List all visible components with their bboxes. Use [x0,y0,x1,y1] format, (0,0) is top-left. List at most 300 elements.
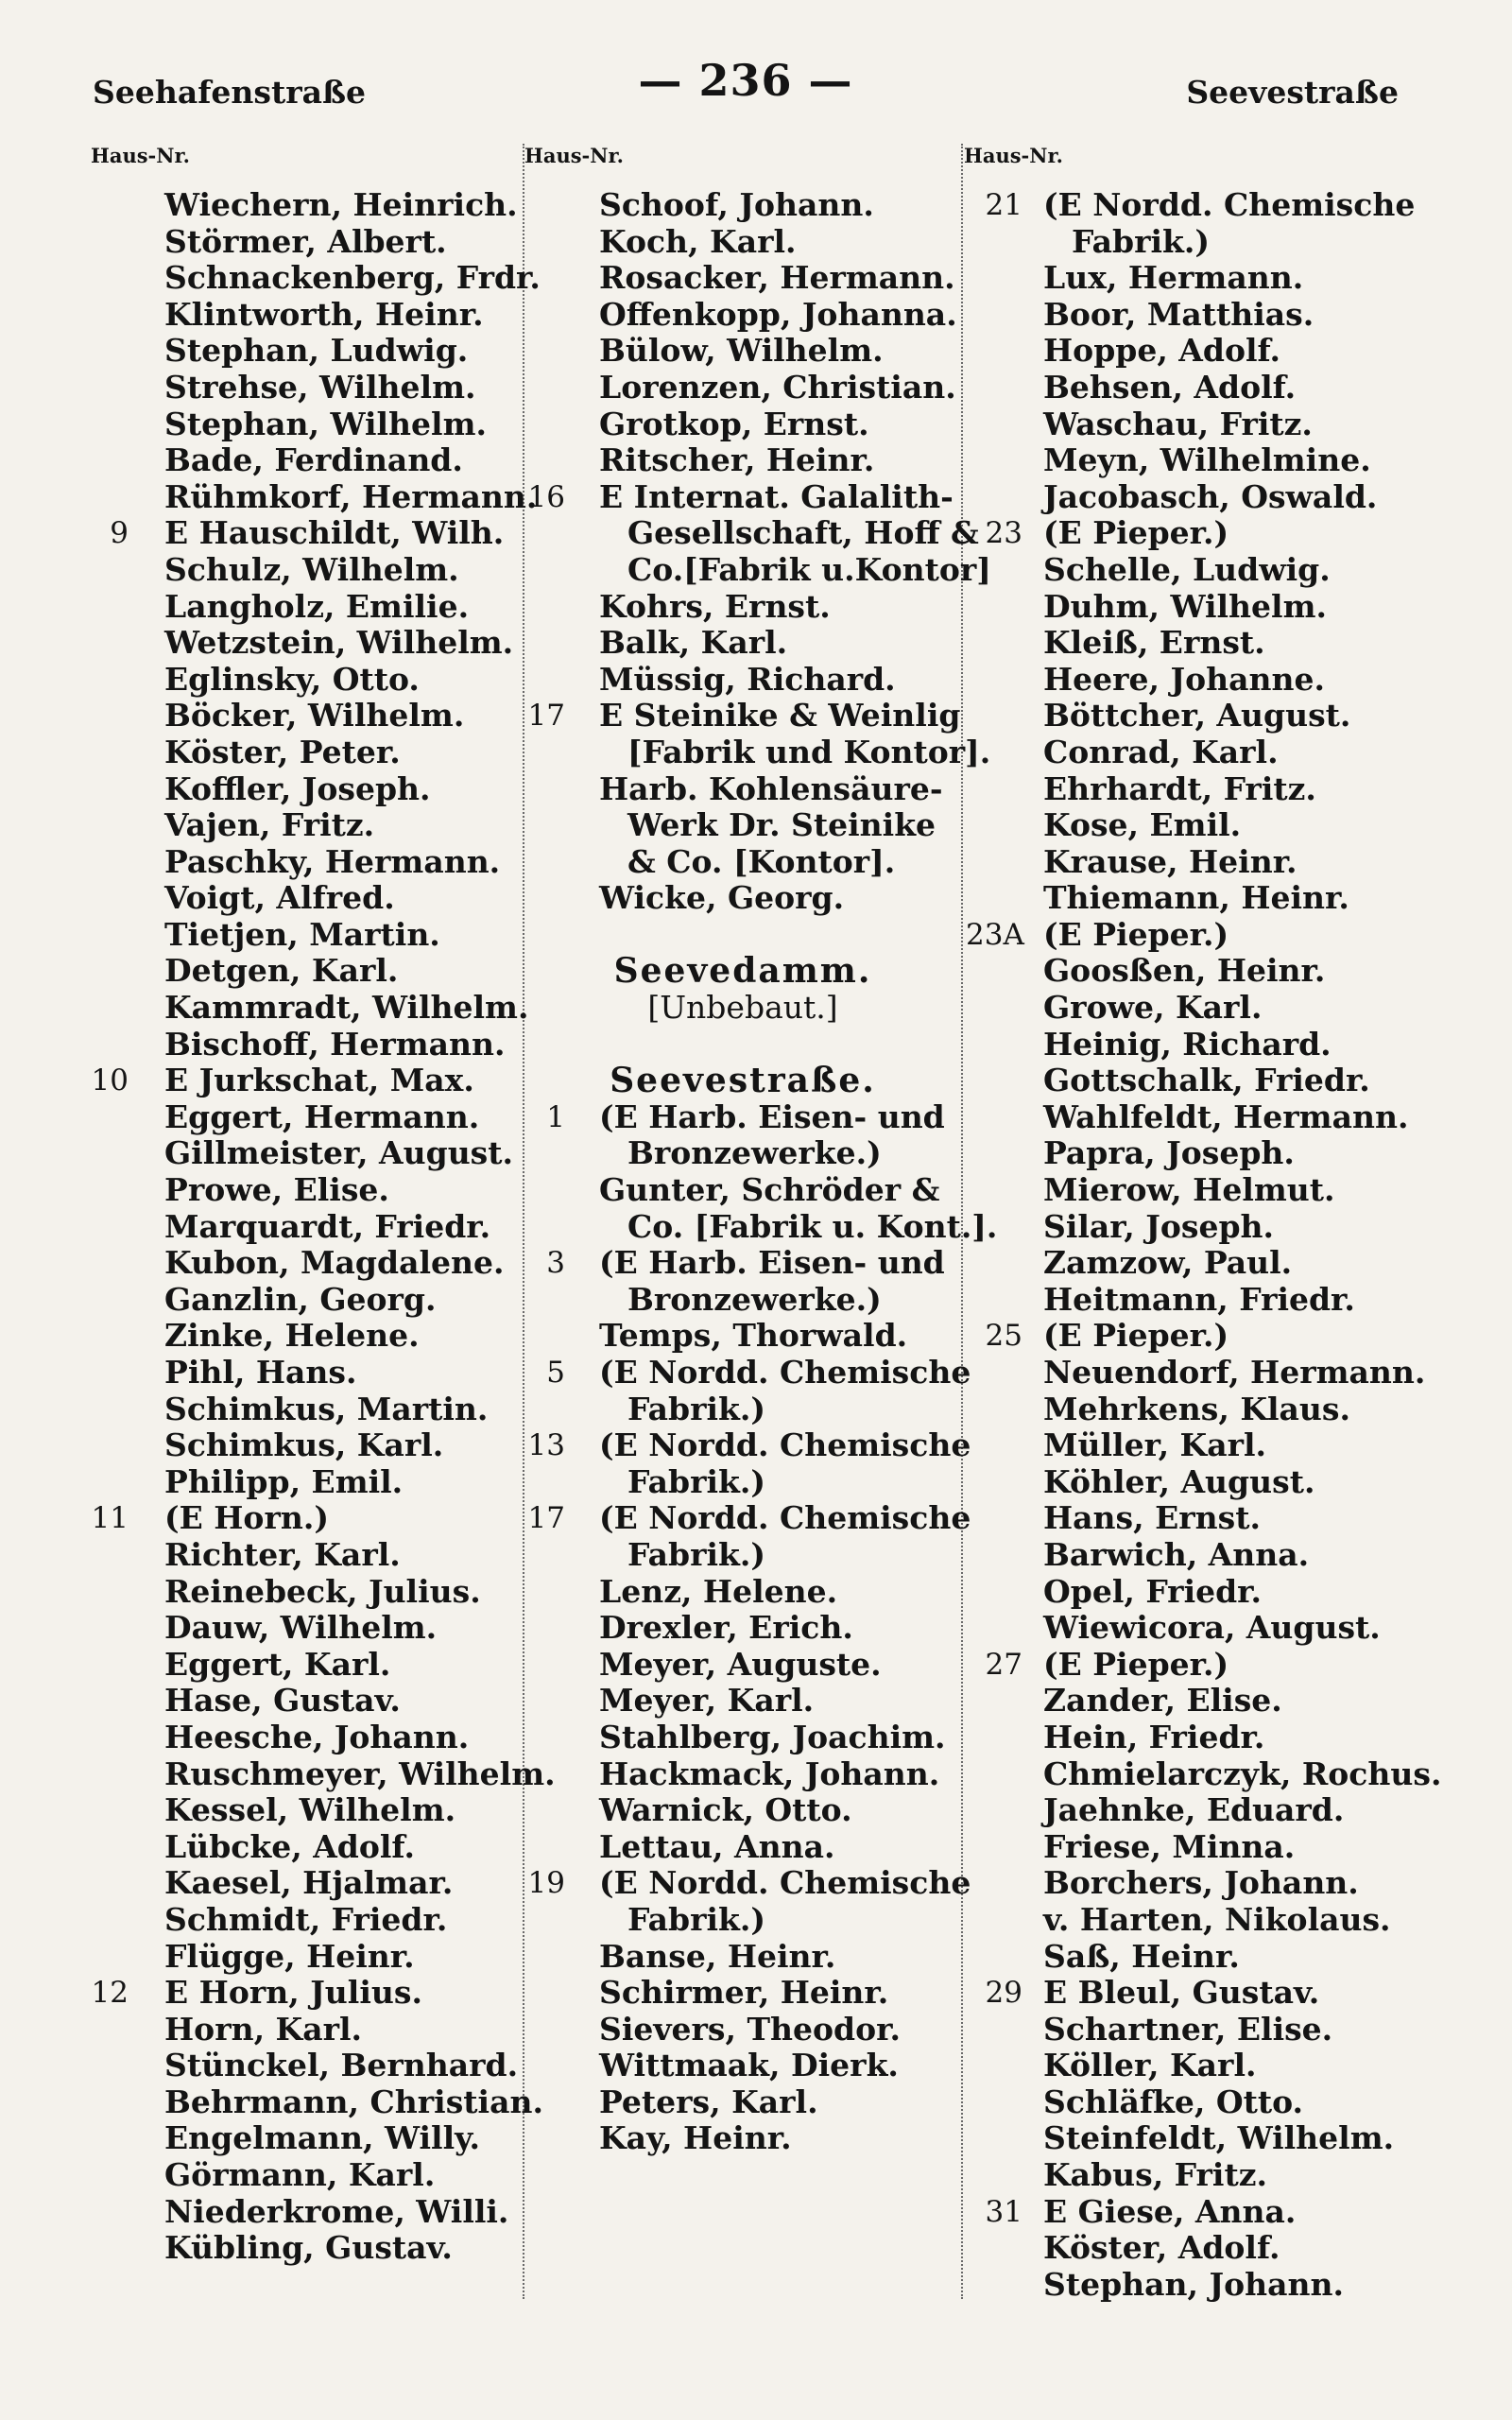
house-number: 13 [527,1428,565,1463]
listing-row [966,880,1410,917]
resident-entry: Wiewicora, August. [1043,1609,1381,1647]
listing-row [966,1427,1410,1464]
listing-row [91,662,521,699]
resident-entry: (E Pieper.) [1043,1317,1229,1355]
resident-entry: Marquardt, Friedr. [164,1207,491,1245]
listing-row [966,917,1410,954]
resident-entry: Köster, Peter. [164,733,401,770]
resident-entry: Behsen, Adolf. [1043,368,1297,406]
listing-row [91,1792,521,1829]
house-number: 11 [91,1501,129,1536]
listing-row [966,1354,1426,1392]
resident-entry: Lübcke, Adolf. [164,1827,415,1865]
resident-entry: Meyn, Wilhelmine. [1043,441,1371,479]
listing-row [966,771,1410,808]
listing-row [91,1574,521,1611]
house-number: 1 [546,1099,565,1134]
column-divider [523,144,524,2299]
resident-entry: Schoof, Johann. [599,186,874,223]
house-number: 31 [985,2194,1022,2229]
resident-entry: (E Nordd. Chemische [599,1354,971,1391]
resident-entry: (E Horn.) [164,1499,329,1537]
resident-entry: Wahlfeldt, Hermann. [1043,1098,1409,1135]
listing-row [91,442,521,479]
listing-row [91,477,538,516]
resident-entry: Schirmer, Heinr. [599,1974,889,2012]
listing-row [91,2194,521,2231]
listing-row [966,1099,1410,1136]
resident-entry: Lorenzen, Christian. [599,368,956,406]
resident-entry: Wittmaak, Dierk. [599,2047,899,2084]
resident-entry: Zamzow, Paul. [1043,1244,1293,1282]
listing-row [966,1574,1410,1611]
listing-row [91,1537,521,1574]
resident-entry: Stahlberg, Joachim. [599,1718,946,1755]
resident-entry: Paschky, Hermann. [164,842,501,880]
resident-entry: Schartner, Elise. [1043,2010,1333,2048]
listing-row [91,1172,521,1209]
listing-row [966,442,1410,479]
listing-row [966,1902,1410,1939]
house-number: 12 [91,1976,129,2011]
resident-entry: Görmann, Karl. [164,2156,436,2194]
listing-row [966,515,1410,552]
resident-entry: Detgen, Karl. [164,952,399,990]
listing-row [966,1720,1410,1756]
listing-row [91,1099,521,1136]
listing-row [966,1610,1410,1647]
resident-entry: Stephan, Johann. [1043,2265,1344,2303]
listing-row [91,1245,521,1282]
house-number: 10 [91,1063,129,1098]
listing-row [527,1756,958,1793]
listing-row [966,1464,1410,1501]
listing-row [966,2048,1410,2084]
listing-row [966,260,1410,297]
listing-row [966,1063,1410,1099]
listing-row [527,1172,958,1209]
resident-entry: Zander, Elise. [1043,1682,1282,1720]
listing-row [966,1318,1410,1355]
resident-entry: Dauw, Wilhelm. [164,1609,438,1647]
resident-entry: Prowe, Elise. [164,1171,389,1209]
listing-row [527,1829,958,1866]
resident-entry: E Jurkschat, Max. [164,1062,474,1099]
listing-row [966,333,1410,370]
header-right-street: Seevestraße [1186,74,1399,111]
listing-row [527,807,958,844]
listing-row [91,844,521,881]
listing-row [966,698,1410,735]
listing-row [527,771,958,808]
listing-row [91,1720,521,1756]
resident-entry: Kessel, Wilhelm. [164,1791,456,1829]
resident-entry: Köhler, August. [1043,1462,1315,1500]
resident-entry: Growe, Karl. [1043,989,1263,1027]
resident-entry: Köller, Karl. [1043,2047,1257,2084]
listing-row [527,1245,958,1282]
resident-entry: Lenz, Helene. [599,1572,838,1610]
resident-entry: Philipp, Emil. [164,1462,404,1500]
listing-row [966,2157,1410,2194]
resident-entry: Ganzlin, Georg. [164,1280,437,1318]
resident-entry: (E Nordd. Chemische [599,1499,971,1537]
resident-entry: Conrad, Karl. [1043,733,1279,770]
resident-entry: Horn, Karl. [164,2010,363,2048]
resident-entry: Rühmkorf, Hermann. [164,477,538,515]
resident-entry: Eggert, Hermann. [164,1098,480,1135]
listing-row [966,2267,1410,2304]
house-number: 25 [985,1319,1022,1354]
resident-entry: Peters, Karl. [599,2083,818,2120]
listing-row [91,1209,521,1246]
page-number: — 236 — [638,55,853,106]
listing-row [527,1318,958,1355]
listing-row [527,1135,958,1172]
resident-entry: Kose, Emil. [1043,806,1242,844]
resident-entry: Heesche, Johann. [164,1718,470,1755]
resident-entry: Drexler, Erich. [599,1609,853,1647]
resident-entry: Behrmann, Christian. [164,2083,543,2120]
resident-entry: Balk, Karl. [599,624,788,662]
listing-row [527,1864,971,1902]
resident-entry: Heinig, Richard. [1043,1025,1332,1063]
resident-entry: Hans, Ernst. [1043,1499,1261,1537]
listing-row [527,297,958,334]
house-number: 27 [985,1647,1022,1682]
listing-row [527,2012,958,2048]
resident-entry: Mierow, Helmut. [1043,1171,1335,1209]
listing-row [527,1354,971,1392]
resident-entry: Voigt, Alfred. [164,879,395,917]
listing-row [91,2120,521,2157]
listing-row [527,2048,958,2084]
listing-row [527,187,958,224]
resident-entry: Heere, Johanne. [1043,660,1325,698]
listing-row [966,1647,1410,1684]
resident-entry: Fabrik.) [627,1900,765,1938]
listing-row [91,370,521,406]
listing-row [966,1245,1410,1282]
listing-row [91,1829,521,1866]
listing-row [91,406,521,443]
listing-row [966,1172,1410,1209]
resident-entry: E Bleul, Gustav. [1043,1974,1320,2012]
resident-entry: Reinebeck, Julius. [164,1572,481,1610]
listing-row [966,1975,1410,2012]
listing-row [527,1792,958,1829]
listing-row [527,1574,958,1611]
listing-row [966,1537,1410,1574]
listing-row [527,1683,958,1720]
listing-row [91,1939,521,1976]
resident-entry: Saß, Heinr. [1043,1937,1240,1975]
listing-row [966,2012,1410,2048]
listing-row [966,990,1410,1027]
column-label-2: Haus-Nr. [524,144,624,167]
resident-entry: & Co. [Kontor]. [627,842,896,880]
resident-entry: Waschau, Fritz. [1043,405,1313,442]
address-column-3 [966,186,1442,2303]
listing-row [91,2230,521,2267]
resident-entry: E Giese, Anna. [1043,2192,1297,2230]
house-number: 19 [527,1866,565,1901]
resident-entry: Schläfke, Otto. [1043,2083,1304,2120]
resident-entry: Fabrik.) [627,1535,765,1573]
listing-row [527,333,958,370]
resident-entry: (E Pieper.) [1043,514,1229,552]
resident-entry: Pihl, Hans. [164,1354,357,1391]
resident-entry: Rosacker, Hermann. [599,259,955,297]
resident-entry: Gesellschaft, Hoff & [627,514,979,552]
resident-entry: Schelle, Ludwig. [1043,550,1331,588]
resident-entry: Lux, Hermann. [1043,259,1304,297]
listing-row [966,479,1410,516]
listing-row [966,662,1410,699]
listing-row [91,1063,521,1099]
resident-entry: Flügge, Heinr. [164,1937,415,1975]
listing-row [527,1975,958,2012]
resident-entry: Stephan, Wilhelm. [164,405,487,442]
resident-entry: Hackmack, Johann. [599,1754,940,1792]
listing-row [966,1282,1410,1319]
resident-entry: (E Harb. Eisen- und [599,1244,945,1282]
listing-row [966,807,1410,844]
resident-entry: Grotkop, Ernst. [599,405,869,442]
house-number: 16 [527,479,565,514]
resident-entry: (E Nordd. Chemische [1043,186,1416,223]
listing-row [527,697,961,735]
resident-entry: Silar, Joseph. [1043,1207,1275,1245]
listing-row [91,1392,521,1428]
resident-entry: Kay, Heinr. [599,2119,792,2157]
listing-row [527,442,958,479]
resident-entry: Hein, Friedr. [1043,1718,1265,1755]
resident-entry: Wetzstein, Wilhelm. [164,624,514,662]
listing-row [527,479,958,516]
listing-row [91,2012,521,2048]
resident-entry: Offenkopp, Johanna. [599,295,957,333]
resident-entry: Fabrik.) [1072,222,1210,260]
listing-row [966,1209,1410,1246]
resident-entry: Zinke, Helene. [164,1317,420,1355]
listing-row [966,1392,1410,1428]
street-heading: Seevestraße. [610,1061,876,1101]
resident-entry: Kubon, Magdalene. [164,1244,505,1282]
resident-entry: Heitmann, Friedr. [1043,1280,1355,1318]
listing-row [966,2120,1410,2157]
listing-row [91,1135,521,1172]
resident-entry: Bronzewerke.) [627,1280,882,1318]
listing-row [91,698,521,735]
resident-entry: Sievers, Theodor. [599,2010,901,2048]
resident-entry: Fabrik.) [627,1390,765,1427]
resident-entry: Stephan, Ludwig. [164,332,469,370]
listing-row [966,953,1410,990]
resident-entry: Bülow, Wilhelm. [599,332,884,370]
listing-row [527,1499,971,1537]
listing-row [966,625,1410,662]
listing-row [91,1902,521,1939]
listing-row [91,1427,521,1464]
listing-row [527,1392,958,1428]
listing-row [91,1282,521,1319]
listing-row [527,2084,958,2121]
resident-entry: Krause, Heinr. [1043,842,1297,880]
resident-entry: Meyer, Karl. [599,1682,815,1720]
listing-row [527,1939,958,1976]
resident-entry: Vajen, Fritz. [164,806,375,844]
house-number: 21 [985,188,1022,222]
resident-entry: Tietjen, Martin. [164,915,440,953]
street-note: [Unbebaut.] [647,989,838,1027]
resident-entry: Engelmann, Willy. [164,2119,480,2157]
listing-row [966,297,1410,334]
house-number: 23A [966,917,1024,952]
resident-entry: (E Nordd. Chemische [599,1864,971,1902]
resident-entry: Schimkus, Martin. [164,1390,489,1427]
resident-entry: Richter, Karl. [164,1535,401,1573]
listing-row [91,880,521,917]
listing-row [91,1464,521,1501]
listing-row [966,2230,1410,2267]
listing-row [91,2048,521,2084]
listing-row [966,1865,1410,1902]
listing-row [966,2194,1410,2231]
listing-row [527,1027,958,1063]
resident-entry: Langholz, Emilie. [164,587,470,625]
listing-row [91,771,521,808]
listing-row [91,1500,521,1537]
listing-row [966,2084,1410,2121]
listing-row [91,297,521,334]
resident-entry: Hoppe, Adolf. [1043,332,1281,370]
listing-row [91,187,521,224]
resident-entry: Kabus, Fritz. [1043,2156,1267,2194]
listing-row [91,552,521,589]
resident-entry: Schimkus, Karl. [164,1426,444,1464]
resident-entry: Strehse, Wilhelm. [164,368,476,406]
resident-entry: Böcker, Wilhelm. [164,697,465,735]
listing-row [527,1902,958,1939]
listing-row [527,844,958,881]
listing-row [91,1975,521,2012]
listing-row [966,1792,1410,1829]
resident-entry: Böttcher, August. [1043,697,1351,735]
listing-row [527,1464,958,1501]
listing-row [527,917,958,954]
house-number: 17 [527,699,565,734]
listing-row [966,735,1410,771]
resident-entry: (E Nordd. Chemische [599,1426,971,1464]
resident-entry: E Horn, Julius. [164,1974,422,2012]
listing-row [91,917,521,954]
listing-row [966,406,1410,443]
resident-entry: Schnackenberg, Frdr. [164,259,541,297]
resident-entry: Bronzewerke.) [627,1134,882,1172]
listing-row [527,406,958,443]
resident-entry: Fabrik.) [627,1462,765,1500]
listing-row [91,1865,521,1902]
resident-entry: Friese, Minna. [1043,1827,1296,1865]
resident-entry: Köster, Adolf. [1043,2229,1280,2267]
resident-entry: Gottschalk, Friedr. [1043,1062,1370,1099]
resident-entry: Duhm, Wilhelm. [1043,587,1327,625]
listing-row [527,1610,958,1647]
listing-row [91,1647,521,1684]
listing-row [91,259,541,297]
resident-entry: Kammradt, Wilhelm. [164,989,529,1027]
resident-entry: Koch, Karl. [599,222,797,260]
resident-entry: Temps, Thorwald. [599,1317,908,1355]
resident-entry: Barwich, Anna. [1043,1535,1310,1573]
listing-row [966,1135,1410,1172]
listing-row [966,552,1410,589]
resident-entry: Papra, Joseph. [1043,1134,1295,1172]
resident-entry: Müssig, Richard. [599,660,896,698]
resident-entry: Wiechern, Heinrich. [164,186,518,223]
resident-entry: Schulz, Wilhelm. [164,550,459,588]
column-label-3: Haus-Nr. [964,144,1063,167]
listing-row [966,1500,1410,1537]
listing-row [527,625,958,662]
listing-row [91,2083,543,2121]
listing-row [91,1754,556,1793]
resident-entry: Koffler, Joseph. [164,769,431,807]
resident-entry: Jaehnke, Eduard. [1043,1791,1345,1829]
listing-row [91,224,521,261]
resident-entry: (E Pieper.) [1043,1645,1229,1683]
listing-row [91,807,521,844]
listing-row [91,953,521,990]
listing-row [527,550,991,589]
listing-row [527,1720,958,1756]
house-number: 5 [546,1356,565,1390]
listing-row [91,989,529,1027]
resident-entry: Neuendorf, Hermann. [1043,1354,1426,1391]
resident-entry: Lettau, Anna. [599,1827,835,1865]
resident-entry: [Fabrik und Kontor]. [627,733,991,770]
resident-entry: Mehrkens, Klaus. [1043,1390,1350,1427]
resident-entry: Chmielarczyk, Rochus. [1043,1754,1442,1792]
listing-row [966,1683,1410,1720]
listing-row [527,1099,958,1136]
resident-entry: Bade, Ferdinand. [164,441,463,479]
listing-row [527,880,958,917]
resident-entry: E Steinike & Weinlig [599,697,961,735]
listing-row [527,1537,958,1574]
listing-row [91,625,521,662]
listing-row [91,1318,521,1355]
column-label-1: Haus-Nr. [91,144,190,167]
resident-entry: Borchers, Johann. [1043,1864,1359,1902]
header-left-street: Seehafenstraße [93,74,367,111]
listing-row [91,1027,521,1063]
house-number: 23 [985,516,1022,551]
house-number: 17 [527,1501,565,1536]
resident-entry: Hase, Gustav. [164,1682,401,1720]
listing-row [527,370,958,406]
resident-entry: Eggert, Karl. [164,1645,391,1683]
listing-row [527,1207,998,1246]
resident-entry: Niederkrome, Willi. [164,2192,509,2230]
listing-row [966,589,1410,626]
listing-row [91,515,521,552]
resident-entry: Bischoff, Hermann. [164,1025,506,1063]
resident-entry: Co.[Fabrik u.Kontor] [627,550,991,588]
house-number: 9 [110,516,129,551]
listing-row [966,1829,1410,1866]
